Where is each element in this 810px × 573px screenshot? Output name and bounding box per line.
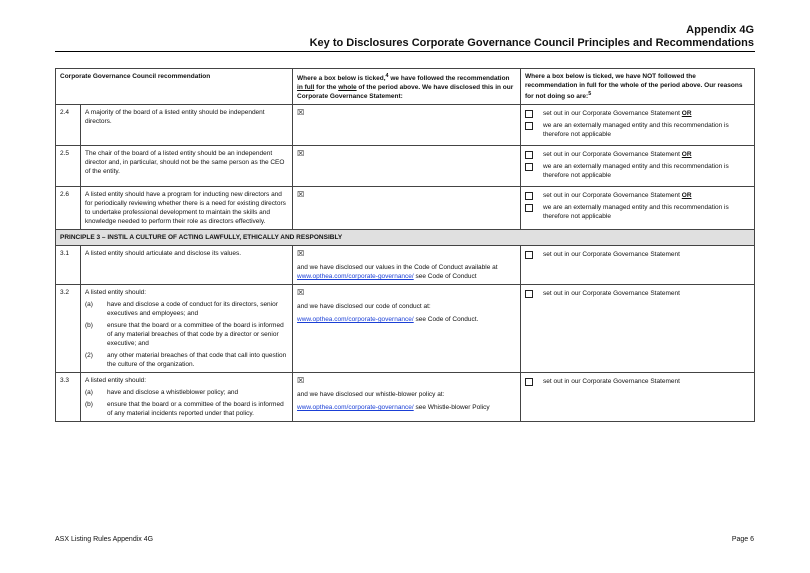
recommendation-text: A majority of the board of a listed entity should be independent directors. — [81, 105, 293, 146]
principle-heading-row — [56, 230, 755, 246]
checked-box-icon[interactable]: ☒ — [297, 288, 305, 298]
followed-cell: ☒ and we have disclosed our values in the Code of Conduct available at www.opthea.com/corporate-governance/ see Code of Conduct — [293, 246, 521, 285]
footer-left: ASX Listing Rules Appendix 4G — [55, 536, 154, 543]
checked-box-icon[interactable]: ☒ — [297, 190, 305, 200]
checkbox[interactable] — [525, 163, 533, 171]
followed-cell: ☒ and we have disclosed our whistle-blower policy at: www.opthea.com/corporate-governance/ see Whistle-blower Policy — [293, 373, 521, 422]
followed-cell — [293, 187, 521, 230]
row-number: 2.4 — [56, 105, 81, 146]
not-followed-cell: set out in our Corporate Governance Statement OR we are an externally managed entity and this recommendation is therefore not applicable — [521, 146, 755, 187]
checkbox[interactable] — [525, 151, 533, 159]
recommendation-text: A listed entity should have a program for inducting new directors and for periodically reviewing whether there is a need for existing directors to undertake professional development to maintain the skills and knowledge needed to perform their role as directors effectively. — [81, 187, 293, 230]
recommendation-text: The chair of the board of a listed entity should be an independent director and, in particular, should not be the same person as the CEO of the entity. — [81, 146, 293, 187]
list-item: (a) have and disclose a whistleblower policy; and — [85, 389, 239, 397]
not-followed-cell: set out in our Corporate Governance Statement OR we are an externally managed entity and this recommendation is therefore not applicable — [521, 105, 755, 146]
checkbox[interactable] — [525, 251, 533, 259]
table-row — [56, 146, 755, 187]
checkbox[interactable] — [525, 110, 533, 118]
checkbox[interactable] — [525, 378, 533, 386]
checked-box-icon[interactable]: ☒ — [297, 108, 305, 118]
list-item: (a) have and disclose a code of conduct for its directors, senior executives and employees; and — [85, 301, 278, 318]
list-item: (b) ensure that the board or a committee of the board is informed of any material breaches of that code by a director or senior executive; and — [85, 322, 284, 348]
checkbox[interactable] — [525, 122, 533, 130]
row-number: 3.2 — [56, 285, 81, 373]
checked-box-icon[interactable]: ☒ — [297, 249, 305, 259]
checkbox[interactable] — [525, 192, 533, 200]
page-number: Page 6 — [731, 536, 754, 543]
followed-cell — [293, 146, 521, 187]
table-row — [56, 105, 755, 146]
not-followed-cell: set out in our Corporate Governance Statement — [521, 246, 755, 285]
principle-3-heading: PRINCIPLE 3 – INSTIL A CULTURE OF ACTING LAWFULLY, ETHICALLY AND RESPONSIBLY — [56, 230, 755, 246]
checkbox[interactable] — [525, 290, 533, 298]
list-item: (b) ensure that the board or a committee of the board is informed of any material incidents reported under that policy. — [85, 401, 284, 418]
not-followed-cell: set out in our Corporate Governance Statement OR we are an externally managed entity and this recommendation is therefore not applicable — [521, 187, 755, 230]
recommendation-text: A listed entity should: (a) have and disclose a whistleblower policy; and (b) ensure that the board or a committee of the board is informed of any material incidents reported under that policy. — [81, 373, 293, 422]
row-number: 2.6 — [56, 187, 81, 230]
appendix-label: Appendix 4G — [686, 24, 754, 36]
recommendations-table — [55, 68, 755, 422]
header-followed: Where a box below is ticked,$^4$ we have followed the recommendation in full for the whole of the period above. We have disclosed this in our Corporate Governance Statement: — [293, 69, 521, 105]
checked-box-icon[interactable]: ☒ — [297, 376, 305, 386]
row-number: 3.1 — [56, 246, 81, 285]
header-recommendation: Corporate Governance Council recommendation — [56, 69, 293, 105]
recommendation-text: A listed entity should: (a) have and disclose a code of conduct for its directors, senior executives and employees; and (b) ensure that the board or a committee of the board is informed of any material breaches of that code by a director or senior executive; and (2) any other material breaches of that code that call into question the culture of the organization. — [81, 285, 293, 373]
checkbox[interactable] — [525, 204, 533, 212]
checked-box-icon[interactable]: ☒ — [297, 149, 305, 159]
table-row — [56, 285, 755, 373]
page-title: Key to Disclosures Corporate Governance Council Principles and Recommendations — [309, 37, 754, 49]
table-header-row — [56, 69, 755, 105]
row-number: 2.5 — [56, 146, 81, 187]
governance-link[interactable]: www.opthea.com/corporate-governance/ — [297, 273, 414, 281]
governance-link[interactable]: www.opthea.com/corporate-governance/ — [297, 404, 414, 412]
not-followed-cell: set out in our Corporate Governance Statement — [521, 285, 755, 373]
list-item: (2) any other material breaches of that code that call into question the culture of the organization. — [85, 352, 287, 369]
table-row — [56, 246, 755, 285]
header-not-followed: Where a box below is ticked, we have NOT followed the recommendation in full for the whole of the period above. Our reasons for not doing so are:$^5$ — [521, 69, 755, 105]
recommendation-text: A listed entity should articulate and disclose its values. — [81, 246, 293, 285]
not-followed-cell: set out in our Corporate Governance Statement — [521, 373, 755, 422]
followed-cell: ☒ and we have disclosed our code of conduct at: www.opthea.com/corporate-governance/ see Code of Conduct. — [293, 285, 521, 373]
row-number: 3.3 — [56, 373, 81, 422]
followed-cell — [293, 105, 521, 146]
governance-link[interactable]: www.opthea.com/corporate-governance/ — [297, 316, 414, 324]
table-row — [56, 373, 755, 422]
table-row — [56, 187, 755, 230]
header-divider — [55, 51, 755, 52]
